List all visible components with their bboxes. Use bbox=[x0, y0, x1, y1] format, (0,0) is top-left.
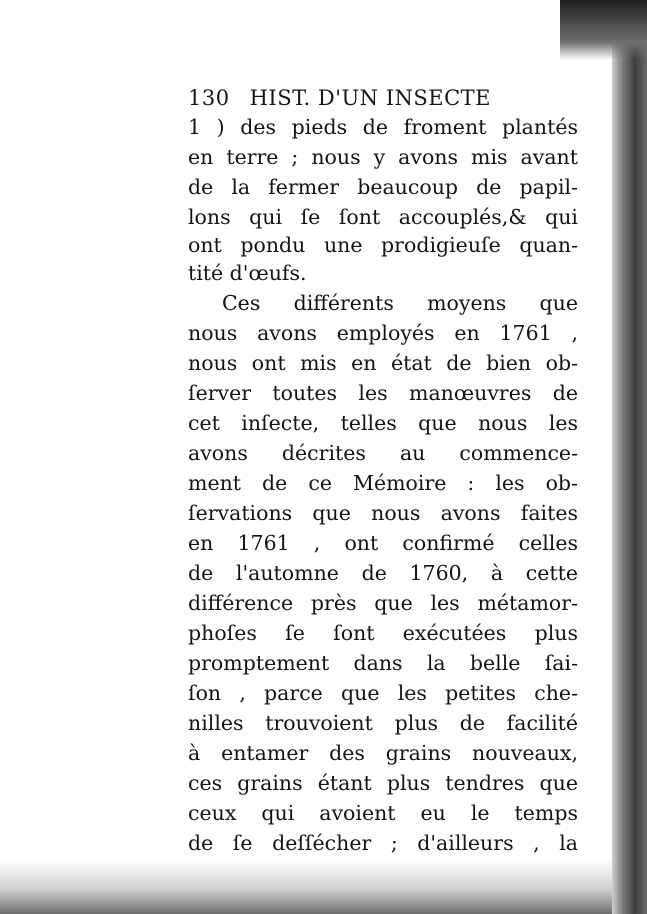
text-line: ment de ce Mémoire : les ob- bbox=[188, 471, 578, 495]
text-line: ceux qui avoient eu le temps bbox=[188, 801, 578, 825]
text-line: ſon , parce que les petites che- bbox=[188, 681, 578, 705]
text-line: à entamer des grains nouveaux, bbox=[188, 741, 578, 765]
text-line: de la fermer beaucoup de papil- bbox=[188, 175, 578, 199]
text-line: 1 ) des pieds de froment plantés bbox=[188, 115, 578, 139]
running-title: HIST. D'UN INSECTE bbox=[249, 86, 492, 110]
text-line: phoſes ſe ſont exécutées plus bbox=[188, 621, 578, 645]
text-line: ces grains étant plus tendres que bbox=[188, 771, 578, 795]
text-line: nous ont mis en état de bien ob- bbox=[188, 351, 578, 375]
text-line: cet inſecte, telles que nous les bbox=[188, 411, 578, 435]
text-line: nous avons employés en 1761 , bbox=[188, 321, 578, 345]
text-line: lons qui ſe ſont accouplés,& qui bbox=[188, 205, 578, 229]
book-page-edge bbox=[612, 0, 647, 914]
text-line: promptement dans la belle ſai- bbox=[188, 651, 578, 675]
text-line: ont pondu une prodigieuſe quan- bbox=[188, 233, 578, 257]
page-bottom-shadow bbox=[0, 860, 612, 914]
binding-shadow bbox=[560, 0, 647, 60]
paragraph-first-line: Ces différents moyens que bbox=[222, 291, 578, 315]
text-line: en 1761 , ont confirmé celles bbox=[188, 531, 578, 555]
text-line: ſervations que nous avons faites bbox=[188, 501, 578, 525]
text-line: tité d'œufs. bbox=[188, 261, 307, 285]
text-line: en terre ; nous y avons mis avant bbox=[188, 145, 578, 169]
text-line: de l'automne de 1760, à cette bbox=[188, 561, 578, 585]
text-line: nilles trouvoient plus de facilité bbox=[188, 711, 578, 735]
page-number: 130 bbox=[188, 86, 230, 110]
text-line: différence près que les métamor- bbox=[188, 591, 578, 615]
text-line: de ſe deſſécher ; d'ailleurs , la bbox=[188, 831, 578, 855]
text-line: ſerver toutes les manœuvres de bbox=[188, 381, 578, 405]
text-line: avons décrites au commence- bbox=[188, 441, 578, 465]
running-head bbox=[188, 86, 491, 110]
